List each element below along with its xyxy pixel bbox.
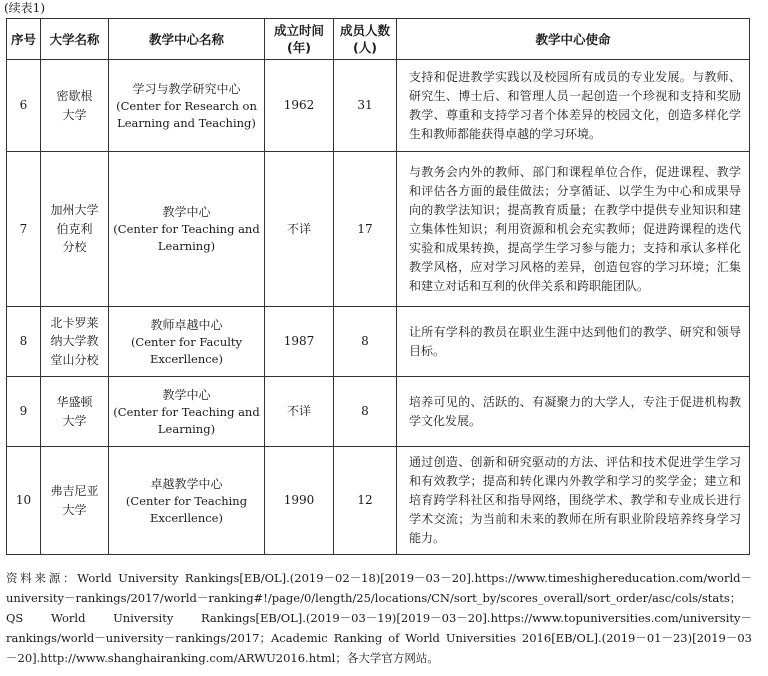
center-name-cn: 学习与教学研究中心 xyxy=(132,81,241,96)
table-row xyxy=(7,152,750,307)
row-index: 7 xyxy=(7,152,41,307)
row-center xyxy=(109,377,265,447)
center-name-cn: 教学中心 xyxy=(162,205,211,219)
row-founded: 1962 xyxy=(265,60,334,152)
header-index: 序号 xyxy=(7,19,41,60)
header-founded-line2: (年) xyxy=(287,40,311,55)
table-row xyxy=(7,447,750,555)
row-university: 密歇根 大学 xyxy=(41,60,109,152)
row-index: 6 xyxy=(7,60,41,152)
center-name-en: (Center for Faculty Excerllence) xyxy=(130,334,243,366)
row-mission: 支持和促进教学实践以及校园所有成员的专业发展。与教师、研究生、博士后、和管理人员一起创造一个珍视和支持和奖励教学、尊重和支持学习者个体差异的校园文化，创造多样化学生和教师都能获得卓越的学习环境。 xyxy=(397,60,750,152)
source-note: 资料来源：World University Rankings[EB/OL].(2019－02－18)[2019－03－20].https://www.timeshighereducation.com/world－university－rankings/2017/world－ranking#!/page/0/length/25/locations/CN/sort_by/scores_overall/sort_order/asc/cols/stats；QS World University Rankings[EB/OL].(2019－03－19)[2019－03－20].https://www.topuniversities.com/university－rankings/world－university－rankings/2017；Academic Ranking of World Universities 2016[EB/OL].(2019－01－23)[2019－03－20].http://www.shanghairanking.com/ARWU2016.html；各大学官方网站。 xyxy=(6,571,752,665)
row-members: 12 xyxy=(334,447,397,555)
row-center xyxy=(109,307,265,377)
row-university: 加州大学 伯克利 分校 xyxy=(41,152,109,307)
row-mission: 与教务会内外的教师、部门和课程单位合作，促进课程、教学和评估各方面的最佳做法；分享循证、以学生为中心和成果导向的教学法知识；提高教育质量；在教学中提供专业知识和建立集体性知识；利用资源和机会充实教师；促进跨课程的迭代实验和成果转换，提高学生学习参与能力；支持和承认多样化教学风格，应对学习风格的差异，创造包容的学习环境；汇集和建立对话和互利的伙伴关系和跨职能团队。 xyxy=(397,152,750,307)
row-mission: 让所有学科的教员在职业生涯中达到他们的教学、研究和领导目标。 xyxy=(397,307,750,377)
center-name-en: (Center for Teaching and Learning) xyxy=(113,404,260,436)
row-index: 8 xyxy=(7,307,41,377)
table-row xyxy=(7,60,750,152)
row-center xyxy=(109,447,265,555)
row-founded: 1987 xyxy=(265,307,334,377)
header-center: 教学中心名称 xyxy=(109,19,265,60)
row-members: 8 xyxy=(334,307,397,377)
header-founded-line1: 成立时间 xyxy=(273,23,324,38)
table-row xyxy=(7,307,750,377)
center-name-cn: 教学中心 xyxy=(162,387,211,402)
table-header-row xyxy=(7,19,750,60)
header-members xyxy=(334,19,397,60)
header-mission: 教学中心使命 xyxy=(397,19,750,60)
table-row xyxy=(7,377,750,447)
header-university: 大学名称 xyxy=(41,19,109,60)
row-members: 31 xyxy=(334,60,397,152)
row-members: 17 xyxy=(334,152,397,307)
header-founded xyxy=(265,19,334,60)
row-university: 华盛顿 大学 xyxy=(41,377,109,447)
center-name-en: (Center for Teaching and Learning) xyxy=(113,222,260,253)
row-university: 北卡罗莱 纳大学教 堂山分校 xyxy=(41,307,109,377)
row-mission: 培养可见的、活跃的、有凝聚力的大学人，专注于促进机构教学文化发展。 xyxy=(397,377,750,447)
row-center xyxy=(109,60,265,152)
row-index: 10 xyxy=(7,447,41,555)
table-continuation-caption: (续表1) xyxy=(4,1,45,15)
teaching-centers-table xyxy=(6,18,750,555)
row-center xyxy=(109,152,265,307)
row-members: 8 xyxy=(334,377,397,447)
center-name-en: (Center for Research on Learning and Teaching) xyxy=(116,98,257,130)
row-index: 9 xyxy=(7,377,41,447)
row-founded: 不详 xyxy=(265,377,334,447)
center-name-cn: 卓越教学中心 xyxy=(150,476,223,491)
header-members-line2: (人) xyxy=(353,40,377,55)
row-founded: 1990 xyxy=(265,447,334,555)
center-name-en: (Center for Teaching Excerllence) xyxy=(125,493,248,525)
center-name-cn: 教师卓越中心 xyxy=(150,317,223,332)
row-mission: 通过创造、创新和研究驱动的方法、评估和技术促进学生学习和有效教学；提高和转化课内外教学和学习的奖学金；建立和培育跨学科社区和指导网络，围绕学术、教学和专业成长进行学术交流；为当前和未来的教师在所有职业阶段培养终身学习能力。 xyxy=(397,447,750,555)
row-founded: 不详 xyxy=(265,152,334,307)
row-university: 弗吉尼亚 大学 xyxy=(41,447,109,555)
header-members-line1: 成员人数 xyxy=(339,23,390,38)
